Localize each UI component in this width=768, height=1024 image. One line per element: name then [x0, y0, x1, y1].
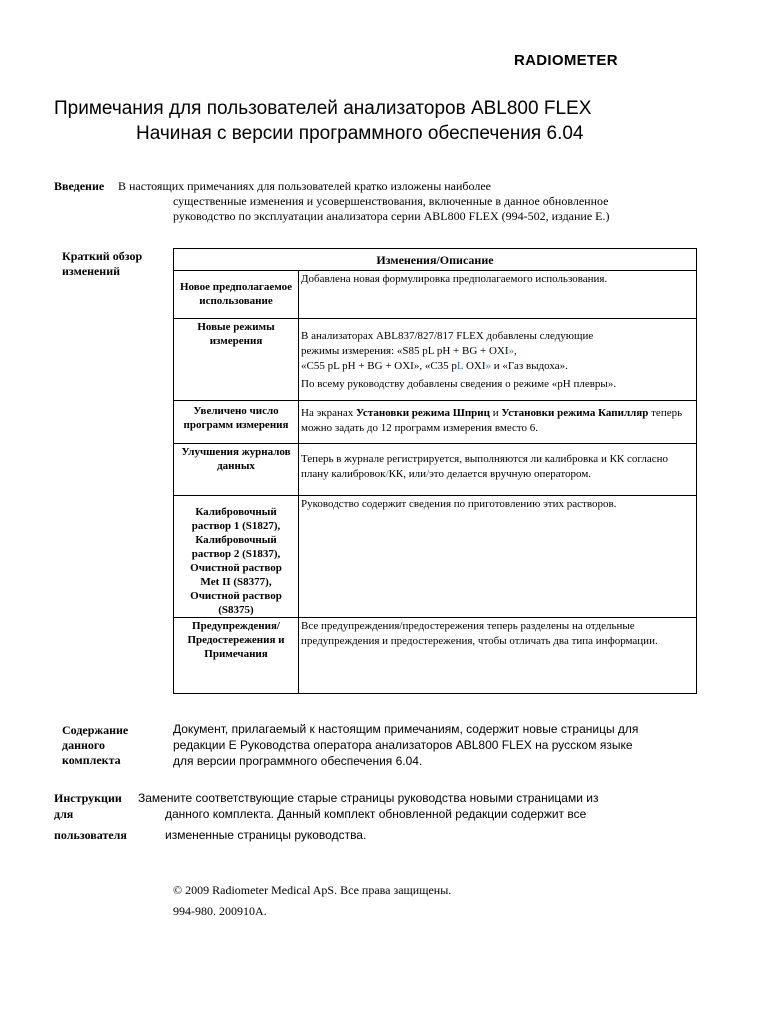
table-header-row: [174, 249, 697, 271]
feature-cell: Новое предполагаемое использование: [174, 271, 299, 319]
description-cell: Добавлена новая формулировка предполагаемого использования.: [299, 271, 697, 319]
instructions-text-line: данного комплекта. Данный комплект обновленной редакции содержит все: [165, 807, 587, 821]
table-row: [174, 444, 697, 496]
brand-logo-text: RADIOMETER: [514, 52, 618, 69]
intro-label: Введение: [54, 179, 105, 193]
table-row: [174, 319, 697, 401]
table-header: Изменения/Описание: [174, 249, 697, 271]
overview-label: Краткий обзор изменений: [62, 249, 143, 278]
intro-text-line: существенные изменения и усовершенствования, включенные в данное обновленное: [173, 194, 609, 208]
description-cell: Все предупреждения/предостережения теперь разделены на отдельные предупреждения и предостережения, чтобы отличать два типа информации.: [299, 618, 697, 694]
page-subtitle: Начиная с версии программного обеспечения 6.04: [136, 123, 584, 144]
instructions-text-line: измененные страницы руководства.: [165, 828, 367, 842]
feature-cell: Калибровочный раствор 1 (S1827), Калибровочный раствор 2 (S1837), Очистной раствор Met II (S8377), Очистной раствор (S8375): [174, 496, 299, 618]
description-cell: В анализаторах ABL837/827/817 FLEX добавлены следующие режимы измерения: «S85 pL pH + BG + OXI», «C55 pL pH + BG + OXI», «C35 pL OXI» и «Газ выдоха». По всему руководству добавлены сведения о режиме «pH плевры».: [299, 319, 697, 401]
page-title: Примечания для пользователей анализаторов ABL800 FLEX: [54, 98, 592, 119]
instructions-label: пользователя: [54, 828, 127, 842]
changes-table: [173, 248, 697, 694]
intro-text-line: В настоящих примечаниях для пользователей кратко изложены наиболее: [118, 179, 492, 193]
table-row: [174, 496, 697, 618]
table-row: [174, 618, 697, 694]
instructions-label: Инструкции: [54, 791, 122, 805]
instructions-text-line: Замените соответствующие старые страницы руководства новыми страницами из: [138, 791, 599, 805]
feature-cell: Новые режимы измерения: [174, 319, 299, 401]
copyright-text: © 2009 Radiometer Medical ApS. Все права защищены.: [173, 883, 452, 897]
contents-text-line: редакции E Руководства оператора анализаторов ABL800 FLEX на русском языке: [173, 738, 633, 752]
document-number: 994-980. 200910A.: [173, 904, 267, 918]
contents-label: Содержание данного комплекта: [62, 723, 129, 767]
feature-cell: Предупреждения/ Предостережения и Примечания: [174, 618, 299, 694]
table-row: [174, 401, 697, 444]
description-cell: Руководство содержит сведения по приготовлению этих растворов.: [299, 496, 697, 618]
feature-cell: Увеличено число программ измерения: [174, 401, 299, 444]
feature-cell: Улучшения журналов данных: [174, 444, 299, 496]
contents-text-line: Документ, прилагаемый к настоящим примечаниям, содержит новые страницы для: [173, 722, 639, 736]
contents-text-line: для версии программного обеспечения 6.04.: [173, 754, 423, 768]
instructions-label: для: [54, 807, 74, 821]
description-cell: На экранах Установки режима Шприц и Установки режима Капилляр теперь можно задать до 12 программ измерения вместо 6.: [299, 401, 697, 444]
description-cell: Теперь в журнале регистрируется, выполняются ли калибровка и КК согласно плану калибровок/КК, или/это делается вручную оператором.: [299, 444, 697, 496]
table-row: [174, 271, 697, 319]
intro-text-line: руководство по эксплуатации анализатора серии ABL800 FLEX (994-502, издание E.): [173, 209, 610, 223]
